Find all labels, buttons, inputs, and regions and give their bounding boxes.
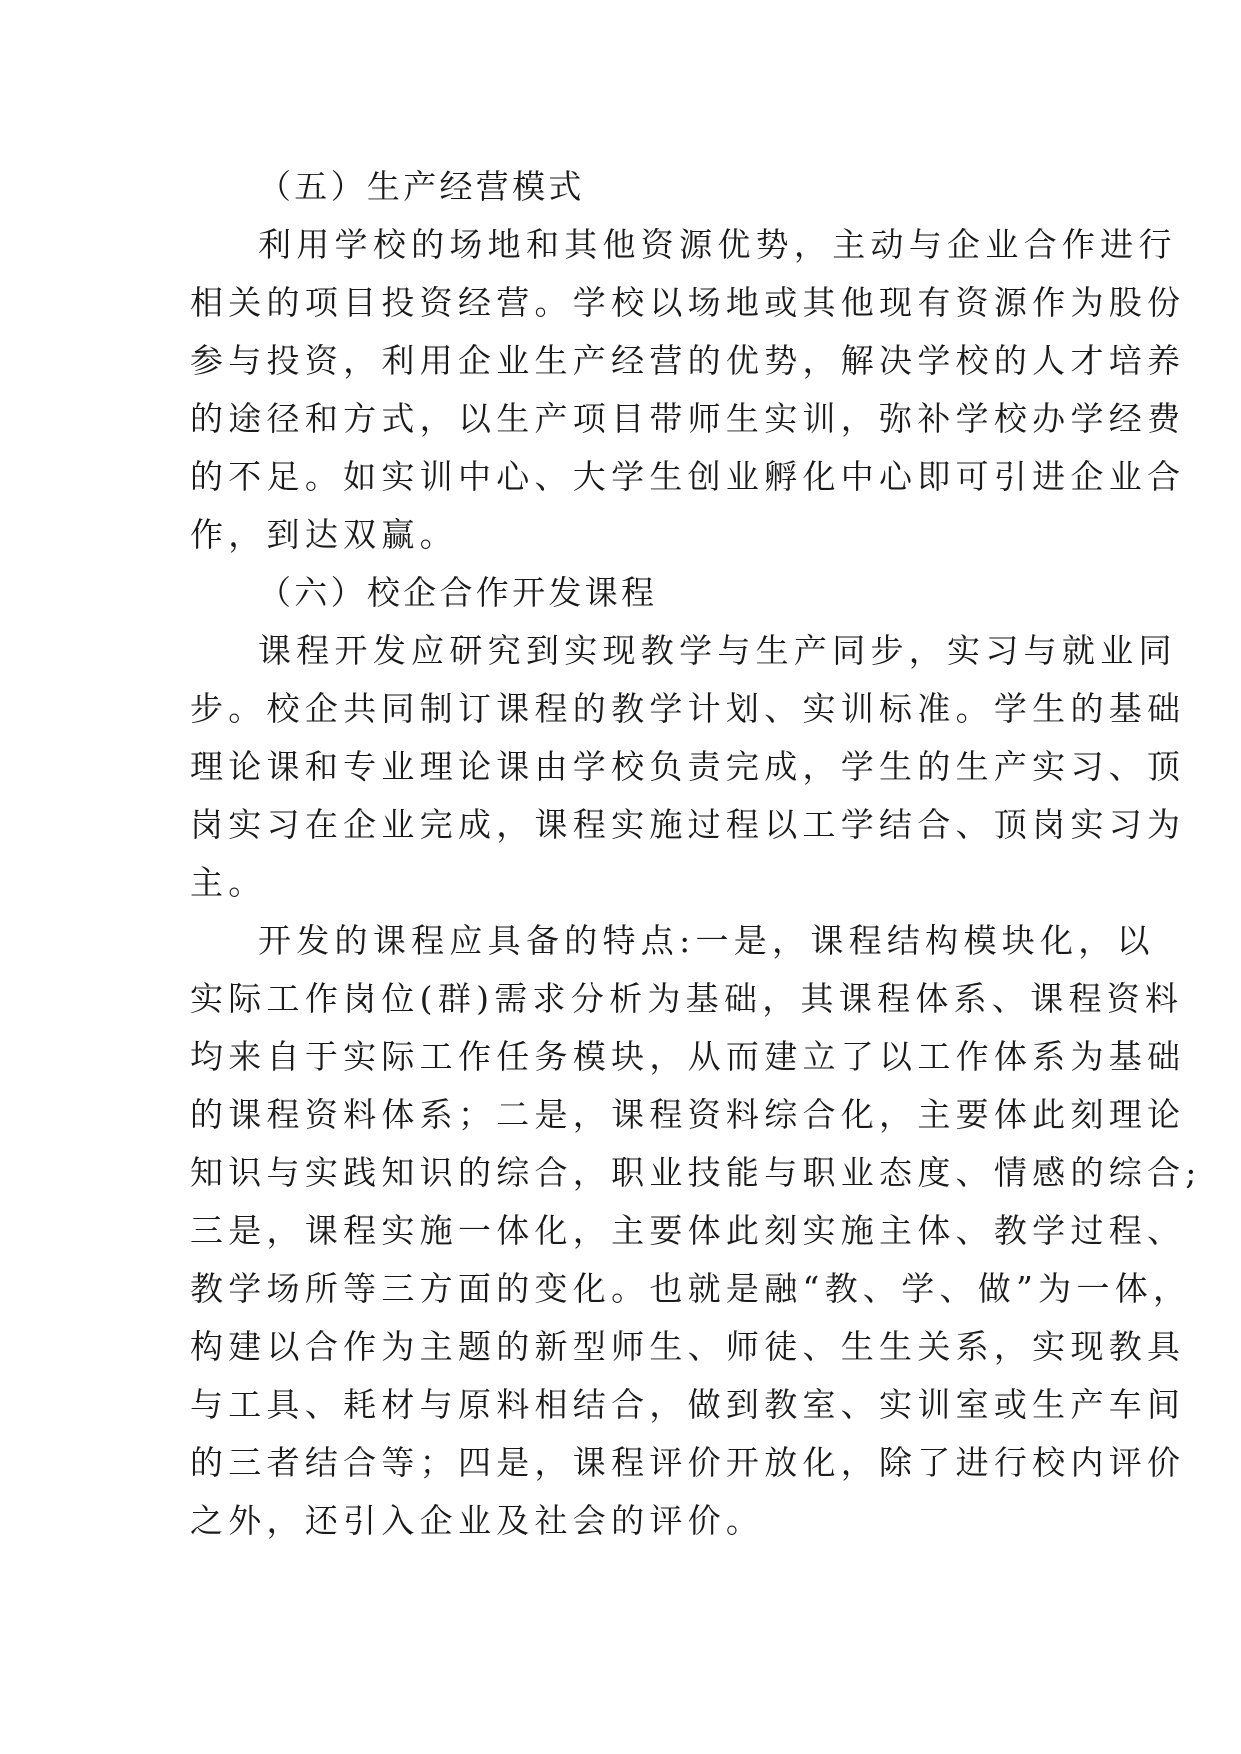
paragraph-line: 三是，课程实施一体化，主要体此刻实施主体、教学过程、: [190, 1211, 1186, 1250]
section-heading-6: （六）校企合作开发课程: [258, 573, 658, 612]
paragraph-line: 实际工作岗位(群)需求分析为基础，其课程体系、课程资料: [190, 979, 1184, 1018]
paragraph-line: 开发的课程应具备的特点:一是，课程结构模块化，以: [258, 921, 1155, 960]
paragraph-line: 的课程资料体系；二是，课程资料综合化，主要体此刻理论: [190, 1095, 1186, 1134]
paragraph-line: 的不足。如实训中心、大学生创业孵化中心即可引进企业合: [190, 457, 1186, 496]
paragraph-line: 步。校企共同制订课程的教学计划、实训标准。学生的基础: [190, 689, 1186, 728]
paragraph-line: 相关的项目投资经营。学校以场地或其他现有资源作为股份: [190, 283, 1186, 322]
paragraph-line: 均来自于实际工作任务模块，从而建立了以工作体系为基础: [190, 1037, 1186, 1076]
paragraph-line: 的三者结合等；四是，课程评价开放化，除了进行校内评价: [190, 1443, 1186, 1482]
paragraph-line: 岗实习在企业完成，课程实施过程以工学结合、顶岗实习为: [190, 805, 1186, 844]
paragraph-line: 知识与实践知识的综合，职业技能与职业态度、情感的综合;: [190, 1153, 1202, 1192]
section-heading-5: （五）生产经营模式: [258, 167, 585, 206]
paragraph-line: 课程开发应研究到实现教学与生产同步，实习与就业同: [258, 631, 1177, 670]
paragraph-line: 理论课和专业理论课由学校负责完成，学生的生产实习、顶: [190, 747, 1186, 786]
paragraph-line: 利用学校的场地和其他资源优势，主动与企业合作进行: [258, 225, 1177, 264]
paragraph-line: 参与投资，利用企业生产经营的优势，解决学校的人才培养: [190, 341, 1186, 380]
paragraph-line: 的途径和方式，以生产项目带师生实训，弥补学校办学经费: [190, 399, 1186, 438]
paragraph-line: 构建以合作为主题的新型师生、师徒、生生关系，实现教具: [190, 1327, 1186, 1366]
paragraph-line: 作，到达双赢。: [190, 515, 458, 554]
paragraph-line: 主。: [190, 863, 267, 902]
paragraph-line: 教学场所等三方面的变化。也就是融“教、学、做”为一体，: [190, 1269, 1192, 1308]
paragraph-line: 与工具、耗材与原料相结合，做到教室、实训室或生产车间: [190, 1385, 1186, 1424]
paragraph-line: 之外，还引入企业及社会的评价。: [190, 1501, 765, 1540]
